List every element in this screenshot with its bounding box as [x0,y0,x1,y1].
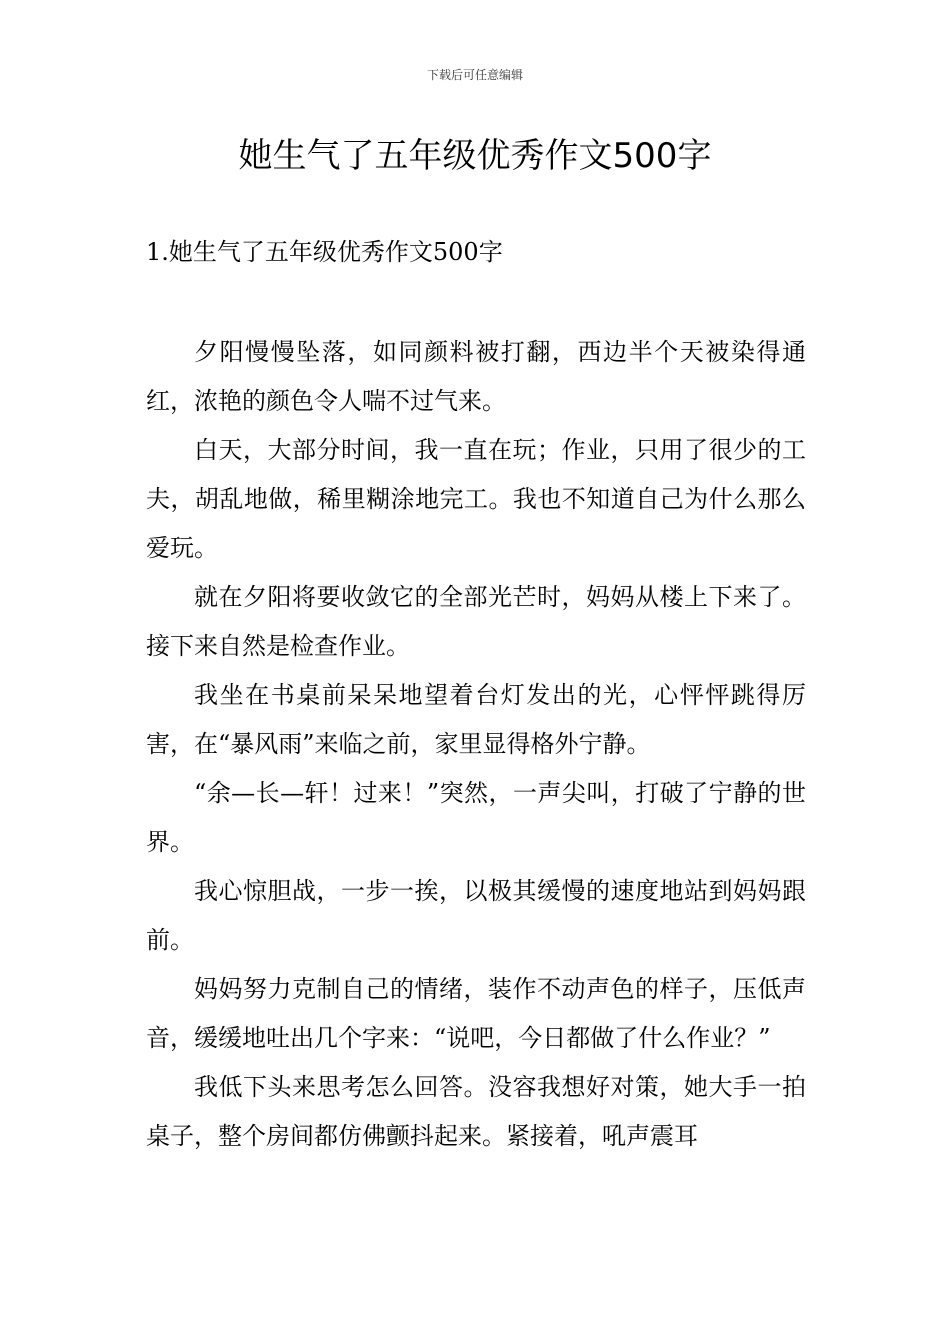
paragraph: “余—长—轩！过来！”突然，一声尖叫，打破了宁静的世界。 [146,779,806,856]
paragraph: 妈妈努力克制自己的情绪，装作不动声色的样子，压低声音，缓缓地吐出几个字来：“说吧，今日都做了什么作业？” [146,975,806,1052]
paragraph: 我低下头来思考怎么回答。没容我想好对策，她大手一拍桌子，整个房间都仿佛颤抖起来。紧接着，吼声震耳 [146,1073,806,1150]
paragraph: 就在夕阳将要收敛它的全部光芒时，妈妈从楼上下来了。接下来自然是检查作业。 [146,583,806,660]
essay-body [146,328,806,1161]
paragraph: 我坐在书桌前呆呆地望着台灯发出的光，心怦怦跳得厉害，在“暴风雨”来临之前，家里显得格外宁静。 [146,681,806,758]
header-note: 下载后可任意编辑 [426,68,523,82]
paragraph: 夕阳慢慢坠落，如同颜料被打翻，西边半个天被染得通红，浓艳的颜色令人喘不过气来。 [146,338,806,415]
document-title: 她生气了五年级优秀作文500字 [238,136,712,176]
paragraph: 我心惊胆战，一步一挨，以极其缓慢的速度地站到妈妈跟前。 [146,877,806,954]
paragraph: 白天，大部分时间，我一直在玩；作业，只用了很少的工夫，胡乱地做，稀里糊涂地完工。我也不知道自己为什么那么爱玩。 [146,436,806,562]
section-heading: 1.她生气了五年级优秀作文500字 [146,238,503,266]
